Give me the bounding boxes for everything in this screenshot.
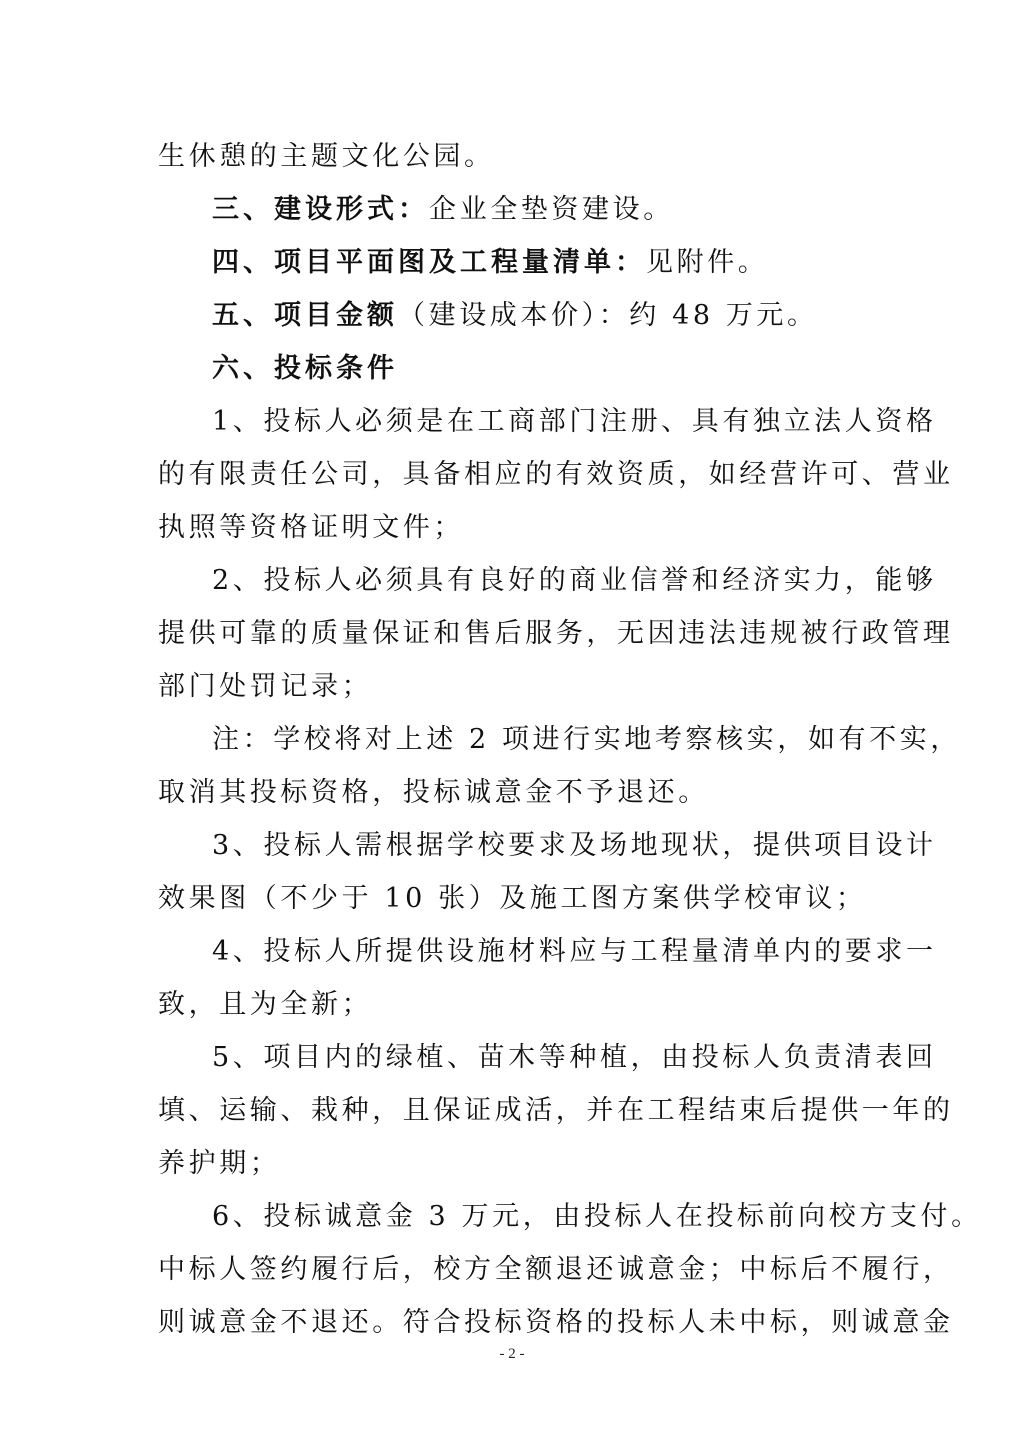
section-text: （建设成本价）：约 48 万元。 xyxy=(398,300,818,331)
section-text: 企业全垫资建设。 xyxy=(429,194,674,225)
text-line: 取消其投标资格，投标诚意金不予退还。 xyxy=(158,777,709,808)
section-text: 见附件。 xyxy=(646,247,769,278)
section-label: 三、建设形式： xyxy=(212,194,429,225)
section-5-heading xyxy=(212,296,878,336)
text-line: 则诚意金不退还。符合投标资格的投标人未中标，则诚意金 xyxy=(158,1307,954,1338)
section-6-heading: 六、投标条件 xyxy=(212,353,398,384)
section-label: 五、项目金额 xyxy=(212,300,398,331)
text-line: 5、项目内的绿植、苗木等种植，由投标人负责清表回 xyxy=(212,1042,937,1073)
text-line: 致，且为全新； xyxy=(158,989,373,1020)
text-line: 1、投标人必须是在工商部门注册、具有独立法人资格 xyxy=(212,406,937,437)
text-line: 2、投标人必须具有良好的商业信誉和经济实力，能够 xyxy=(212,565,937,596)
text-line: 4、投标人所提供设施材料应与工程量清单内的要求一 xyxy=(212,936,937,967)
text-line: 生休憩的主题文化公园。 xyxy=(158,141,495,172)
text-line: 6、投标诚意金 3 万元，由投标人在投标前向校方支付。 xyxy=(212,1201,982,1232)
text-line: 效果图（不少于 10 张）及施工图方案供学校审议； xyxy=(158,883,867,914)
text-line: 3、投标人需根据学校要求及场地现状，提供项目设计 xyxy=(212,830,937,861)
text-line: 提供可靠的质量保证和售后服务，无因违法违规被行政管理 xyxy=(158,618,954,649)
page-number: - 2 - xyxy=(499,1346,525,1362)
text-line: 部门处罚记录； xyxy=(158,671,373,702)
text-line: 中标人签约履行后，校方全额退还诚意金；中标后不履行， xyxy=(158,1254,954,1285)
text-line: 执照等资格证明文件； xyxy=(158,512,464,543)
text-line: 填、运输、栽种，且保证成活，并在工程结束后提供一年的 xyxy=(158,1095,954,1126)
section-3-heading xyxy=(212,190,878,230)
section-4-heading xyxy=(212,243,878,283)
text-line: 的有限责任公司，具备相应的有效资质，如经营许可、营业 xyxy=(158,459,954,490)
text-line: 注：学校将对上述 2 项进行实地考察核实，如有不实， xyxy=(212,724,961,755)
section-label: 四、项目平面图及工程量清单： xyxy=(212,247,646,278)
text-line: 养护期； xyxy=(158,1148,281,1179)
